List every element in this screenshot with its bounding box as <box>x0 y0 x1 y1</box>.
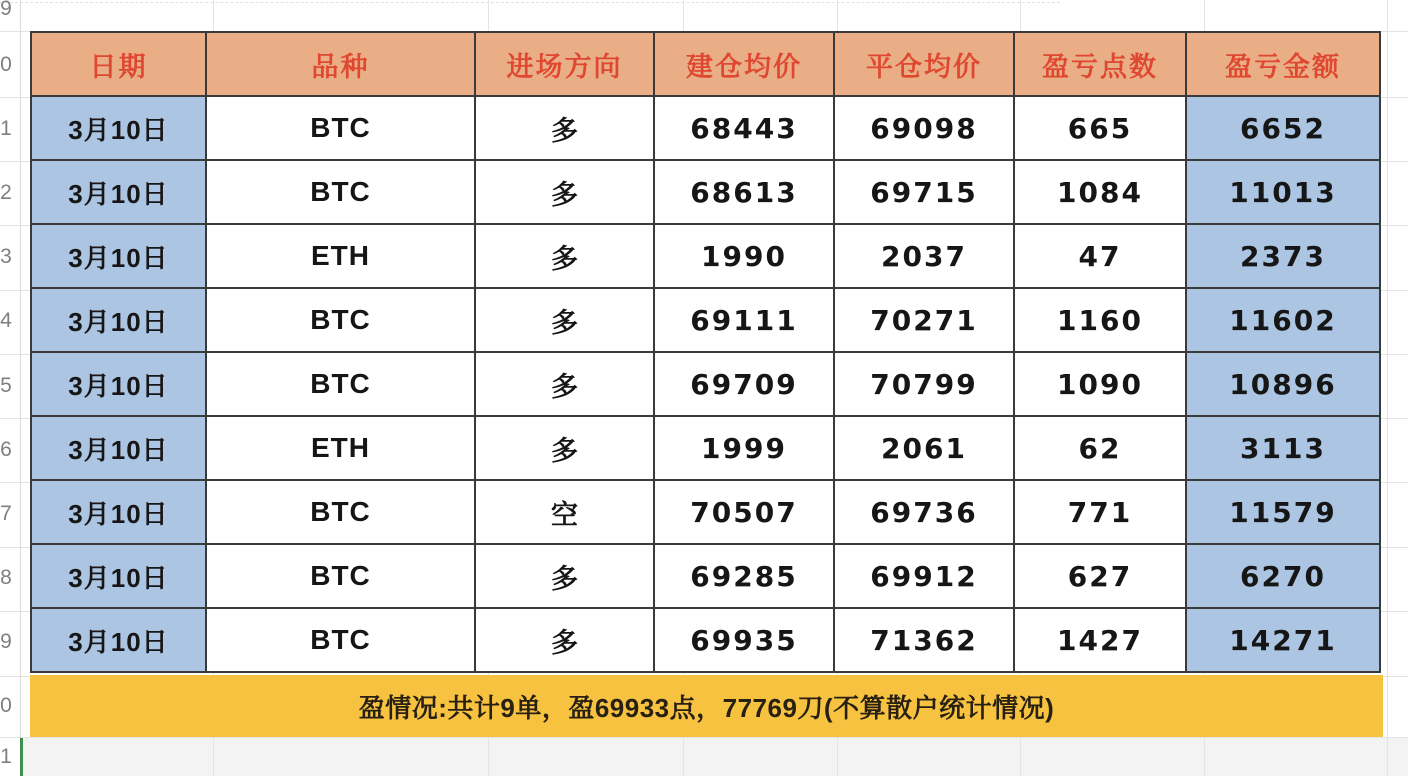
cell-close-avg[interactable]: 70271 <box>834 288 1014 352</box>
cell-direction[interactable]: 多 <box>475 224 654 288</box>
cell-open-avg[interactable]: 1990 <box>654 224 834 288</box>
cell-direction[interactable]: 多 <box>475 352 654 416</box>
bottom-partial-row[interactable] <box>22 738 1408 776</box>
row-header[interactable]: 7 <box>0 502 12 525</box>
cell-date[interactable]: 3月10日 <box>31 480 206 544</box>
table-row <box>31 544 1380 608</box>
cell-open-avg[interactable]: 69285 <box>654 544 834 608</box>
col-header-open-avg[interactable]: 建仓均价 <box>654 32 834 96</box>
cell-pl-points[interactable]: 47 <box>1014 224 1186 288</box>
cell-close-avg[interactable]: 2061 <box>834 416 1014 480</box>
cell-pl-points[interactable]: 665 <box>1014 96 1186 160</box>
row-header[interactable]: 2 <box>0 181 12 204</box>
cell-close-avg[interactable]: 69912 <box>834 544 1014 608</box>
cell-date[interactable]: 3月10日 <box>31 224 206 288</box>
cell-symbol[interactable]: BTC <box>206 544 475 608</box>
row-header[interactable]: 0 <box>0 694 12 717</box>
cell-date[interactable]: 3月10日 <box>31 416 206 480</box>
table-row <box>31 608 1380 672</box>
col-header-date[interactable]: 日期 <box>31 32 206 96</box>
row-header[interactable]: 8 <box>0 566 12 589</box>
cell-open-avg[interactable]: 69111 <box>654 288 834 352</box>
table-row <box>31 416 1380 480</box>
cell-close-avg[interactable]: 69098 <box>834 96 1014 160</box>
cell-direction[interactable]: 多 <box>475 96 654 160</box>
row-header[interactable]: 9 <box>0 0 12 20</box>
cell-open-avg[interactable]: 68613 <box>654 160 834 224</box>
table-row <box>31 96 1380 160</box>
cell-open-avg[interactable]: 70507 <box>654 480 834 544</box>
cell-open-avg[interactable]: 1999 <box>654 416 834 480</box>
cell-pl-points[interactable]: 1427 <box>1014 608 1186 672</box>
table-row <box>31 288 1380 352</box>
cell-pl-amount[interactable]: 2373 <box>1186 224 1380 288</box>
cell-symbol[interactable]: BTC <box>206 352 475 416</box>
cell-direction[interactable]: 多 <box>475 288 654 352</box>
cell-pl-amount[interactable]: 11013 <box>1186 160 1380 224</box>
cell-symbol[interactable]: BTC <box>206 288 475 352</box>
cell-open-avg[interactable]: 69709 <box>654 352 834 416</box>
cell-direction[interactable]: 多 <box>475 416 654 480</box>
cell-pl-points[interactable]: 1160 <box>1014 288 1186 352</box>
row-header[interactable]: 4 <box>0 309 12 332</box>
row-header[interactable]: 6 <box>0 438 12 461</box>
cell-date[interactable]: 3月10日 <box>31 160 206 224</box>
cell-date[interactable]: 3月10日 <box>31 544 206 608</box>
table-row <box>31 160 1380 224</box>
col-header-pl-points[interactable]: 盈亏点数 <box>1014 32 1186 96</box>
cell-pl-amount[interactable]: 14271 <box>1186 608 1380 672</box>
col-header-direction[interactable]: 进场方向 <box>475 32 654 96</box>
cell-symbol[interactable]: ETH <box>206 416 475 480</box>
cell-pl-amount[interactable]: 11602 <box>1186 288 1380 352</box>
table-row <box>31 224 1380 288</box>
gridline <box>1387 0 1388 776</box>
selection-indicator <box>20 738 23 776</box>
cell-close-avg[interactable]: 71362 <box>834 608 1014 672</box>
cell-direction[interactable]: 空 <box>475 480 654 544</box>
cell-symbol[interactable]: BTC <box>206 480 475 544</box>
col-header-pl-amount[interactable]: 盈亏金额 <box>1186 32 1380 96</box>
cell-symbol[interactable]: ETH <box>206 224 475 288</box>
cell-close-avg[interactable]: 2037 <box>834 224 1014 288</box>
col-header-symbol[interactable]: 品种 <box>206 32 475 96</box>
page-break-dashed-line <box>0 2 1060 3</box>
cell-close-avg[interactable]: 69715 <box>834 160 1014 224</box>
cell-date[interactable]: 3月10日 <box>31 352 206 416</box>
cell-pl-points[interactable]: 62 <box>1014 416 1186 480</box>
row-header[interactable]: 9 <box>0 630 12 653</box>
cell-symbol[interactable]: BTC <box>206 160 475 224</box>
cell-open-avg[interactable]: 68443 <box>654 96 834 160</box>
cell-open-avg[interactable]: 69935 <box>654 608 834 672</box>
cell-date[interactable]: 3月10日 <box>31 608 206 672</box>
cell-date[interactable]: 3月10日 <box>31 288 206 352</box>
table-row <box>31 480 1380 544</box>
cell-close-avg[interactable]: 69736 <box>834 480 1014 544</box>
row-header[interactable]: 0 <box>0 53 12 76</box>
cell-pl-points[interactable]: 771 <box>1014 480 1186 544</box>
cell-pl-amount[interactable]: 11579 <box>1186 480 1380 544</box>
cell-direction[interactable]: 多 <box>475 160 654 224</box>
table-row <box>31 352 1380 416</box>
cell-pl-amount[interactable]: 10896 <box>1186 352 1380 416</box>
cell-pl-amount[interactable]: 6270 <box>1186 544 1380 608</box>
cell-pl-points[interactable]: 1084 <box>1014 160 1186 224</box>
cell-pl-amount[interactable]: 6652 <box>1186 96 1380 160</box>
summary-bar[interactable] <box>30 675 1383 737</box>
col-header-close-avg[interactable]: 平仓均价 <box>834 32 1014 96</box>
cell-direction[interactable]: 多 <box>475 608 654 672</box>
gridline <box>0 737 1408 738</box>
row-header[interactable]: 1 <box>0 745 12 768</box>
cell-direction[interactable]: 多 <box>475 544 654 608</box>
cell-pl-amount[interactable]: 3113 <box>1186 416 1380 480</box>
cell-symbol[interactable]: BTC <box>206 96 475 160</box>
cell-symbol[interactable]: BTC <box>206 608 475 672</box>
row-header[interactable]: 5 <box>0 374 12 397</box>
row-header[interactable]: 1 <box>0 117 12 140</box>
cell-close-avg[interactable]: 70799 <box>834 352 1014 416</box>
row-header[interactable]: 3 <box>0 245 12 268</box>
cell-pl-points[interactable]: 1090 <box>1014 352 1186 416</box>
cell-date[interactable]: 3月10日 <box>31 96 206 160</box>
cell-pl-points[interactable]: 627 <box>1014 544 1186 608</box>
trading-table <box>30 31 1381 673</box>
header-row <box>31 32 1380 96</box>
row-header-divider <box>20 0 21 776</box>
summary-text: 盈情况:共计9单，盈69933点，77769刀(不算散户统计情况) <box>358 692 1055 723</box>
